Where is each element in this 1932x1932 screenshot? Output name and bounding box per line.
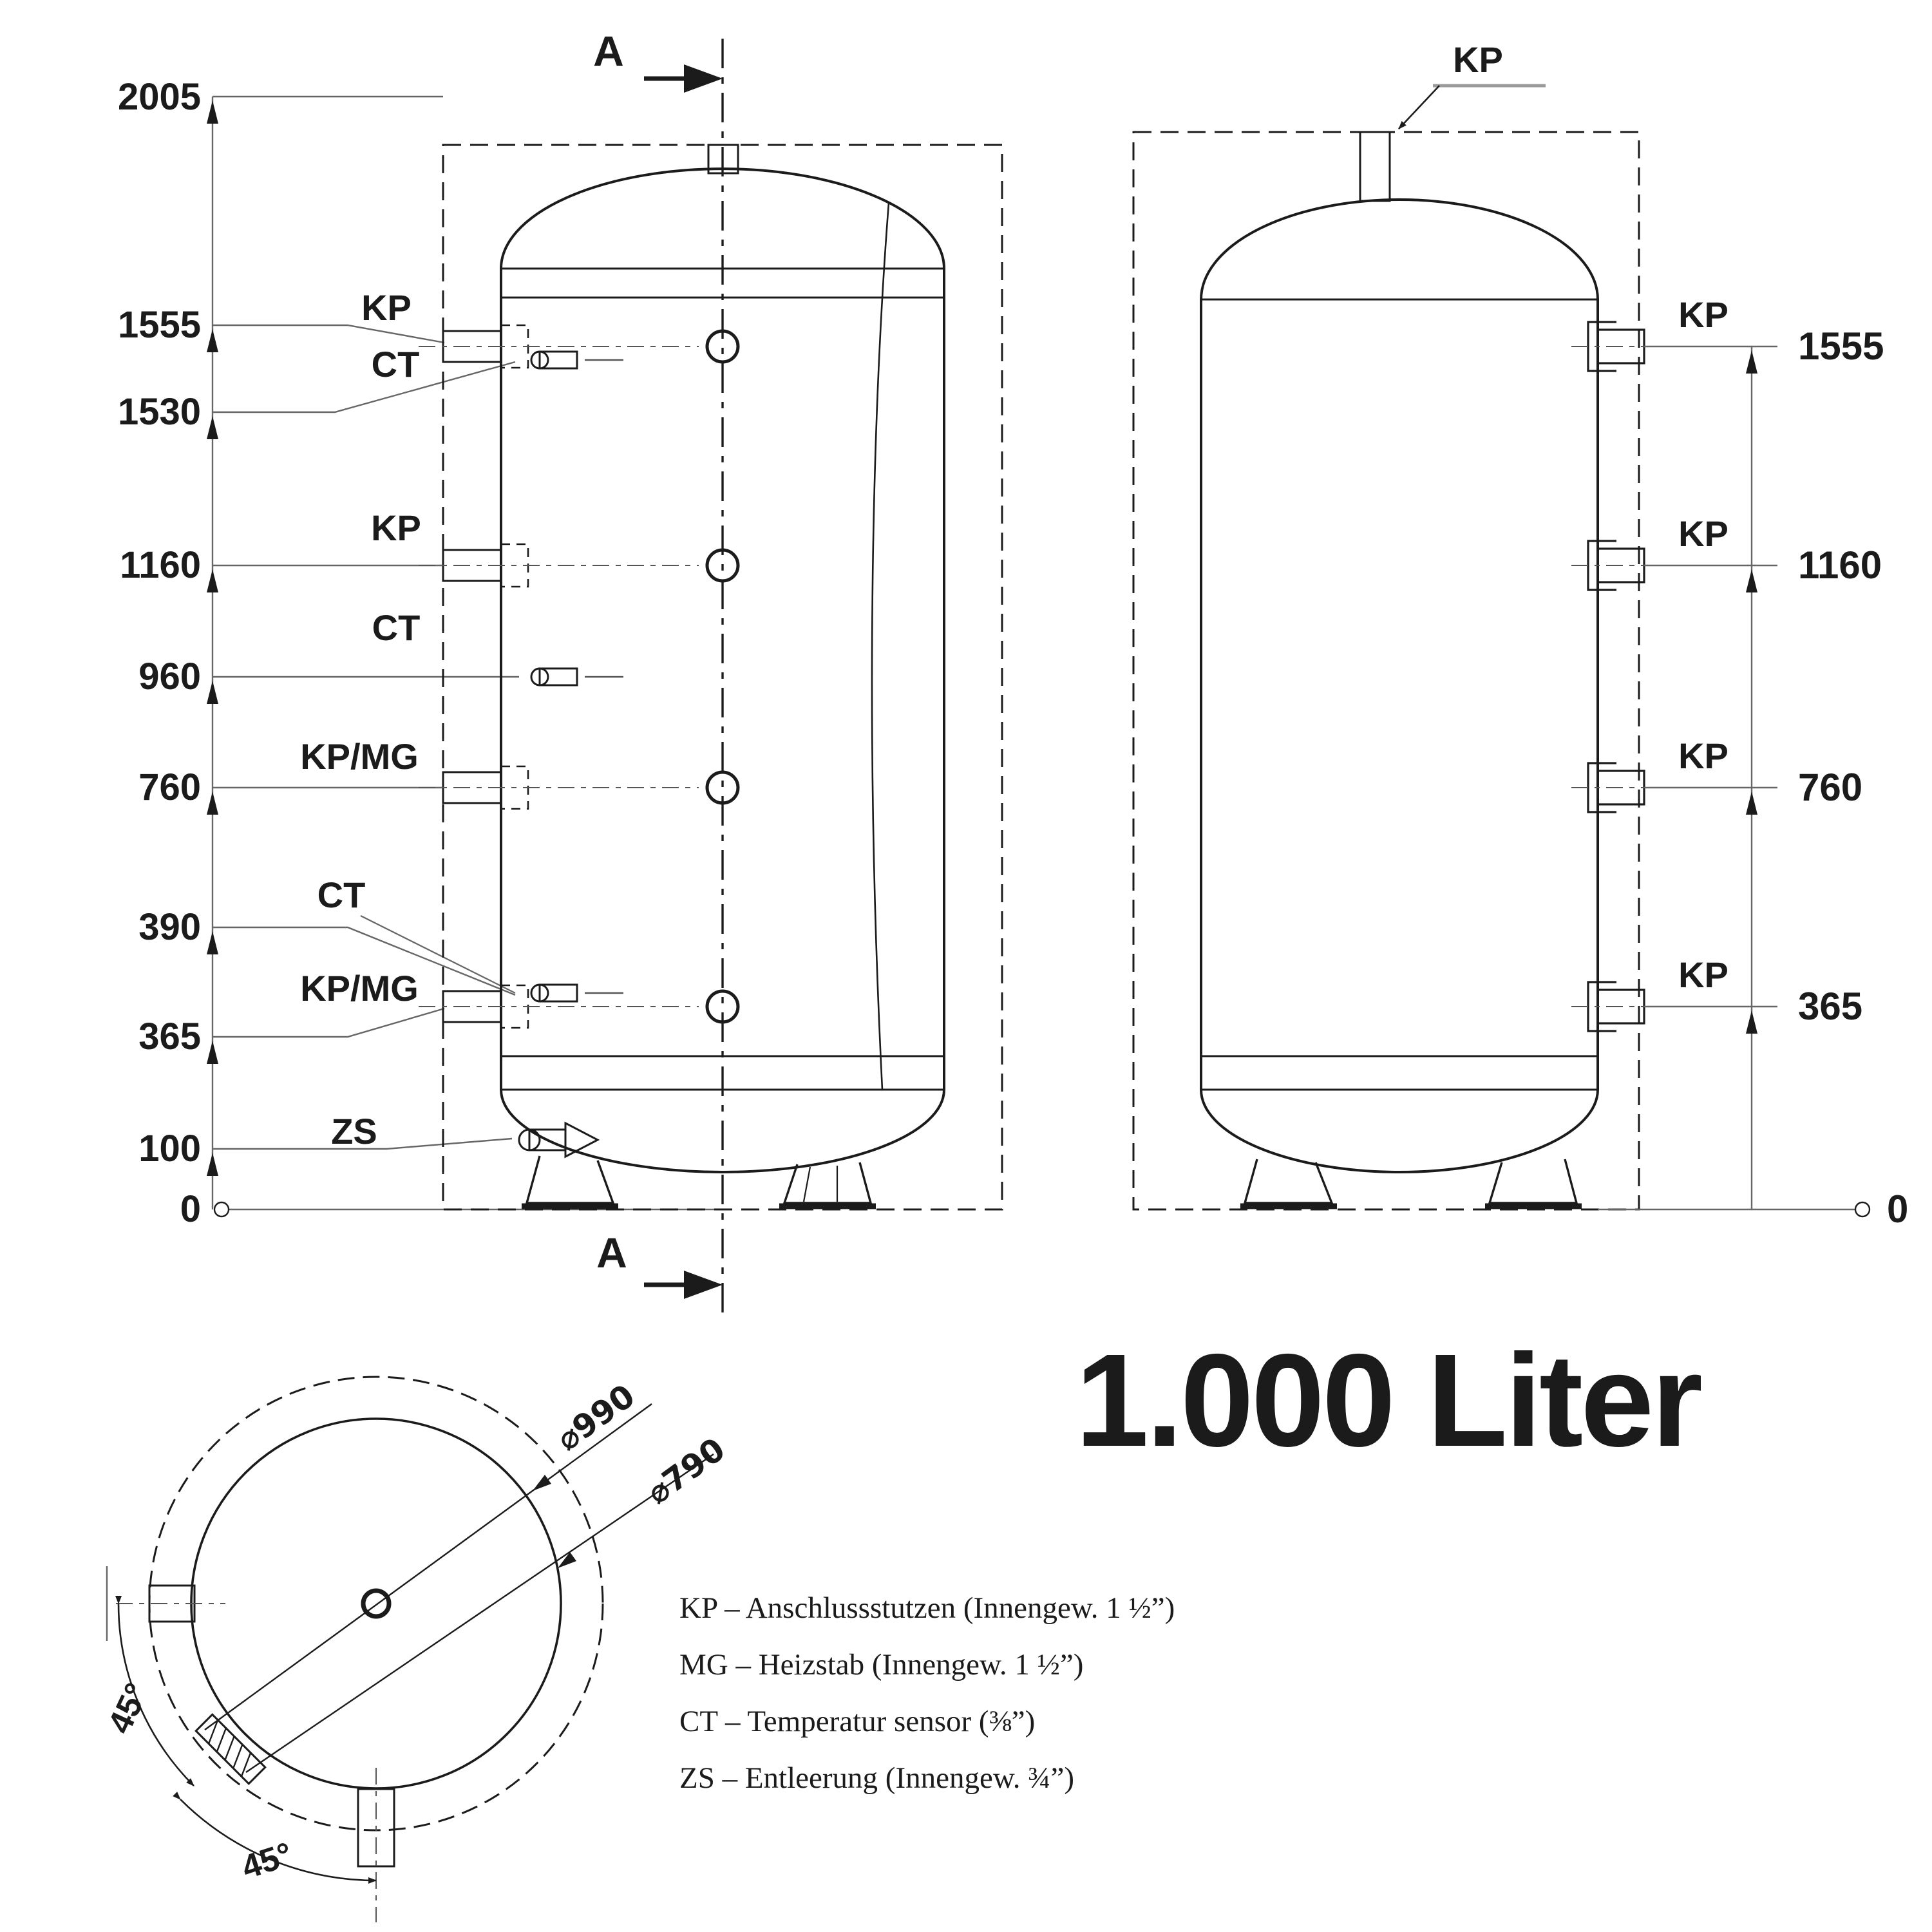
dia-990-arrow-icon [533,1475,551,1491]
dim-label-0: 0 [180,1188,201,1230]
angle-label-b: 45° [237,1835,298,1887]
datum-circle-right [1855,1202,1870,1217]
legend-line-mg: MG – Heizstab (Innengew. 1 ½”) [679,1648,1084,1681]
dia-label-790: ⌀790 [639,1430,732,1512]
section-view [419,27,1002,1317]
center-port-circle [363,1591,389,1616]
port-label-ct-960: CT [372,607,421,648]
legend-line-kp: KP – Anschlussstutzen (Innengew. 1 ½”) [679,1591,1175,1625]
topview-zs-stub-hatched [196,1714,265,1783]
zs-drain-stub [519,1123,598,1157]
rport-label-760: KP [1678,735,1728,776]
port-label-zs-100: ZS [331,1111,377,1151]
side-view [1133,39,1674,1209]
legend-line-ct: CT – Temperatur sensor (⅜”) [679,1705,1036,1738]
top-view [101,1377,732,1922]
nozzle-stub-760 [419,766,699,809]
ct-pin-390 [531,985,623,1001]
dim-label-365: 365 [138,1016,201,1057]
dim-label-1530: 1530 [117,391,201,433]
dim-label-390: 390 [138,906,201,948]
dim-label-2005: 2005 [117,76,201,118]
section-marker-top: A [593,27,624,75]
right-dimension-column [1598,294,1908,1231]
rdim-label-760: 760 [1798,766,1863,809]
tank-dome-side [1201,200,1598,299]
rdim-label-365: 365 [1798,985,1863,1028]
dim-label-760: 760 [138,766,201,808]
dim-line-1555 [213,325,444,343]
kp-leader [1399,86,1439,129]
port-label-kpmg-760: KP/MG [300,736,419,777]
port-label-kpmg-365: KP/MG [300,968,419,1009]
dim-line-365 [213,1009,444,1037]
dim-line-1530 [213,362,515,412]
dim-label-1160: 1160 [120,544,201,586]
section-arrow-bottom-icon [684,1271,723,1299]
rport-label-1555: KP [1678,294,1728,335]
tank-shell-circle [191,1419,561,1788]
ct-pin-1530 [531,352,623,368]
rport-label-365: KP [1678,954,1728,995]
insulation-outline-side [1133,132,1639,1209]
port-label-ct-390: CT [317,875,366,915]
nozzle-stub-1160 [419,544,699,587]
top-port-label: KP [1453,39,1503,80]
port-label-kp-1160: KP [371,507,421,548]
rdim-label-1555: 1555 [1798,325,1884,368]
dim-label-1555: 1555 [117,304,201,346]
port-label-kp-1555: KP [361,287,412,328]
rport-label-1160: KP [1678,513,1728,554]
section-marker-bottom: A [596,1229,627,1276]
port-label-ct-1530: CT [371,344,420,384]
ct-pin-960 [531,668,623,685]
dia-leader-790 [246,1454,714,1772]
section-arrow-top-icon [684,64,723,93]
legend [679,1591,1175,1795]
dia-leader-990 [205,1404,652,1730]
side-tank-legs [1240,1159,1582,1206]
legend-line-zs: ZS – Entleerung (Innengew. ¾”) [679,1761,1074,1795]
ct-sensor-pins [531,352,623,1001]
datum-circle-left [214,1202,229,1217]
angle-label-a: 45° [100,1677,156,1739]
dim-label-960: 960 [138,656,201,697]
dia-label-990: ⌀990 [549,1377,642,1459]
weld-seam-curve [872,203,889,1090]
tank-dish-side [1201,1090,1598,1172]
rdim-label-1160: 1160 [1798,544,1882,587]
rdim-label-0: 0 [1887,1188,1909,1231]
insulation-circle [149,1377,603,1830]
side-nozzles [1571,322,1674,1031]
dim-label-100: 100 [138,1128,201,1170]
top-nozzle-side [1360,132,1390,201]
page-title: 1.000 Liter [1075,1327,1701,1474]
nozzle-stub-1555 [419,325,699,368]
nozzle-stub-365 [419,985,699,1028]
